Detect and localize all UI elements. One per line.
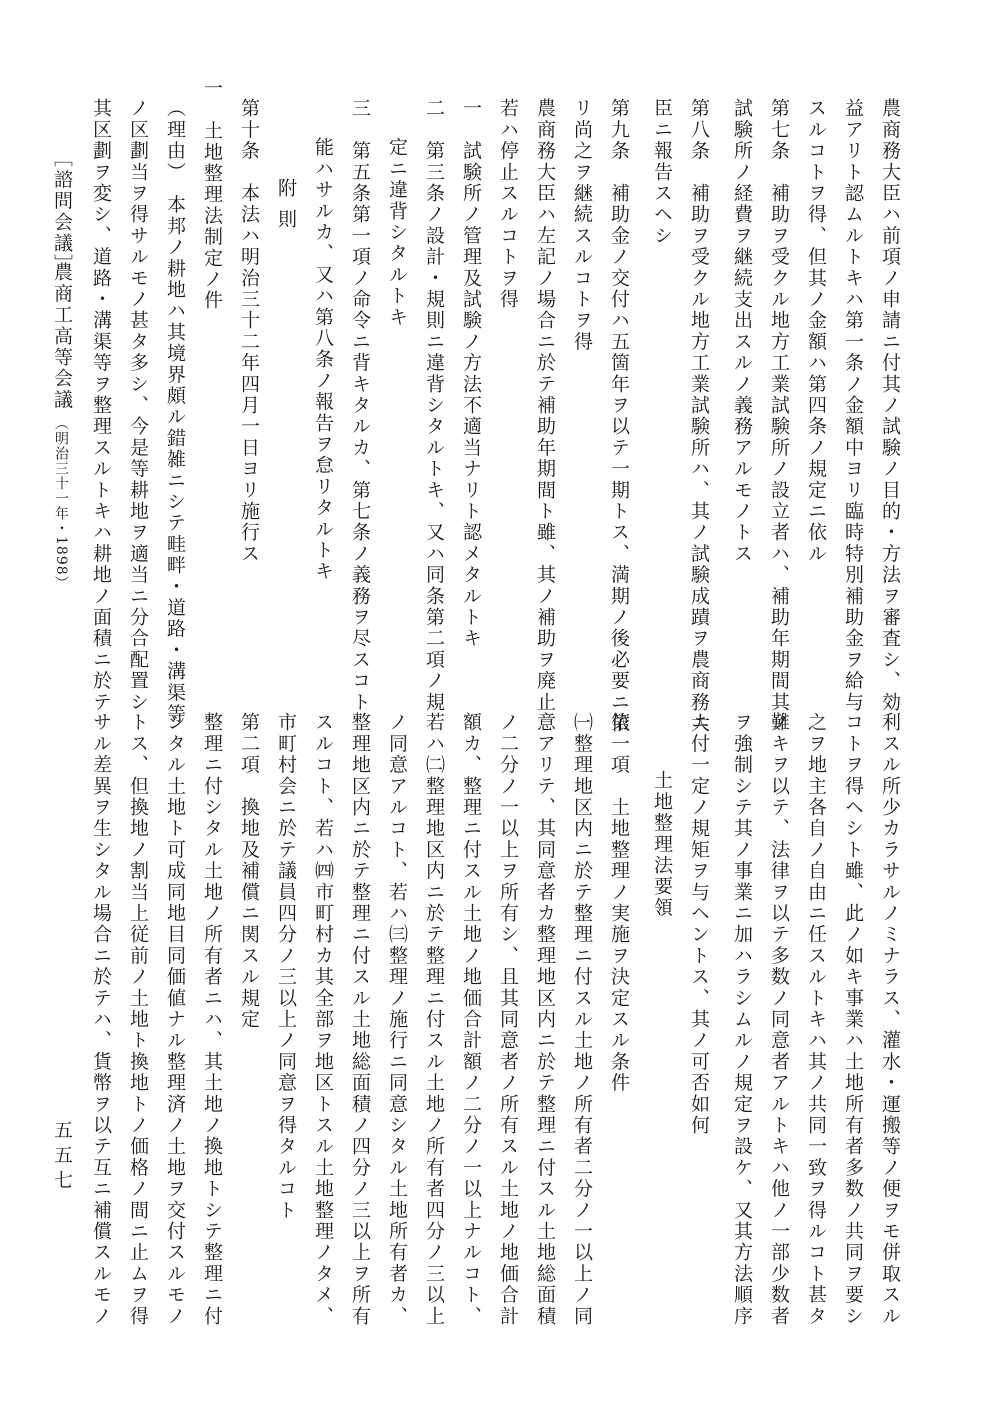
lower-column-10: 意アリテ、其同意者カ整理地区内ニ於テ整理ニ付スル土地総面積 — [534, 712, 556, 1327]
lower-column-17: 市町村会ニ於テ議員四分ノ三以上ノ同意ヲ得タルコト — [275, 712, 297, 1221]
upper-column-3: スルコトヲ得、但其ノ金額ハ第四条ノ規定ニ依ル — [805, 98, 827, 565]
lower-column-22: サル差異ヲ生シタル場合ニ於テハ、貨幣ヲ以テ互ニ補償スルモノ — [90, 712, 112, 1327]
upper-column-15: 三 第五条第一項ノ命令ニ背キタルカ、第七条ノ義務ヲ尽スコト — [349, 98, 371, 713]
lower-column-3: 之ヲ地主各自ノ自由ニ任スルトキハ其ノ共同一致ヲ得ルコト甚タ — [805, 712, 827, 1327]
lower-column-20: シタル土地ト可成同地目同価値ナル整理済ノ土地ヲ交付スルモノ — [164, 712, 186, 1327]
upper-column-14: 定ニ違背シタルトキ — [386, 137, 408, 328]
upper-column-21: ノ区劃当ヲ得サルモノ甚タ多シ、今是等耕地ヲ適当ニ分合配置シ — [127, 98, 149, 713]
lower-column-13: 若ハ㈡整理地区内ニ於テ整理ニ付スル土地ノ所有者四分ノ三以上 — [423, 712, 445, 1327]
lower-column-19: 整理ニ付シタル土地ノ所有者ニハ、其土地ノ換地トシテ整理ニ付 — [201, 712, 223, 1327]
upper-column-4: 第七条 補助ヲ受クル地方工業試験所ノ設立者ハ、補助年期間其ノ — [768, 98, 790, 734]
upper-column-7: 臣ニ報告スヘシ — [651, 98, 673, 247]
upper-column-16: 能ハサルカ、又ハ第八条ノ報告ヲ怠リタルトキ — [312, 137, 334, 583]
lower-column-7: 土地整理法要領 — [651, 770, 673, 919]
section-label: ［諮問会議］ — [51, 148, 73, 276]
upper-column-17: 附則 — [275, 178, 297, 240]
upper-column-9: リ尚之ヲ継続スルコトヲ得 — [571, 98, 593, 353]
lower-column-1: 利スル所少カラサルノミナラス、灌水・運搬等ノ便ヲモ併取スル — [879, 712, 901, 1327]
lower-column-21: トス、但換地ノ割当上従前ノ土地ト換地トノ価格ノ間ニ止ムヲ得 — [127, 712, 149, 1327]
lower-column-15: 整理地区内ニ於テ整理ニ付スル土地総面積ノ四分ノ三以上ヲ所有 — [349, 712, 371, 1327]
upper-column-20: （理由） 本邦ノ耕地ハ其境界頗ル錯雑ニシテ畦畔・道路・溝渠等 — [164, 98, 186, 725]
lower-column-5: ヲ強制シテ其ノ事業ニ加ハラシムルノ規定ヲ設ケ、又其方法順序 — [731, 712, 753, 1327]
lower-column-6: ニ付一定ノ規矩ヲ与ヘントス、其ノ可否如何 — [688, 712, 710, 1136]
upper-column-12: 一 試験所ノ管理及試験ノ方法不適当ナリト認メタルトキ — [460, 98, 482, 650]
upper-column-19: 一 土地整理法制定ノ件 — [201, 78, 223, 312]
lower-column-9: ㈠整理地区内ニ於テ整理ニ付スル土地ノ所有者二分ノ一以上ノ同 — [571, 712, 593, 1327]
upper-column-1: 農商務大臣ハ前項ノ申請ニ付其ノ試験ノ目的・方法ヲ審査シ、効 — [879, 98, 901, 713]
lower-column-12: 額カ、整理ニ付スル土地ノ地価合計額ノ二分ノ一以上ナルコト、 — [460, 712, 482, 1327]
upper-column-8: 第九条 補助金ノ交付ハ五箇年ヲ以テ一期トス、満期ノ後必要ニ依 — [608, 98, 630, 734]
lower-column-18: 第二項 換地及補償ニ関スル規定 — [238, 712, 260, 1030]
upper-column-11: 若ハ停止スルコトヲ得 — [497, 98, 519, 310]
lower-column-14: ノ同意アルコト、若ハ㈢整理ノ施行ニ同意シタル土地所有者カ、 — [386, 712, 408, 1327]
upper-column-6: 第八条 補助ヲ受クル地方工業試験所ハ、其ノ試験成蹟ヲ農商務大 — [688, 98, 710, 734]
lower-column-2: コトヲ得ヘシト雖、此ノ如キ事業ハ土地所有者多数ノ共同ヲ要シ — [842, 712, 864, 1327]
lower-column-8: 第一項 土地整理ノ実施ヲ決定スル条件 — [608, 712, 630, 1094]
upper-column-10: 農商務大臣ハ左記ノ場合ニ於テ補助年期間ト雖、其ノ補助ヲ廃止 — [534, 98, 556, 713]
era-label: （明治三十一年・1898） — [53, 416, 69, 591]
upper-column-18: 第十条 本法ハ明治三十二年四月一日ヨリ施行ス — [238, 98, 260, 565]
lower-column-11: ノ二分ノ一以上ヲ所有シ、且其同意者ノ所有スル土地ノ地価合計 — [497, 712, 519, 1327]
lower-column-4: 難キヲ以テ、法律ヲ以テ多数ノ同意者アルトキハ他ノ一部少数者 — [768, 712, 790, 1327]
upper-column-2: 益アリト認ムルトキハ第一条ノ金額中ヨリ臨時特別補助金ヲ給与 — [842, 98, 864, 713]
page-number: 五五七 — [51, 1120, 73, 1195]
book-title: 農商工高等会議 — [51, 262, 73, 411]
upper-column-13: 二 第三条ノ設計・規則ニ違背シタルトキ、又ハ同条第二項ノ規 — [423, 98, 445, 713]
upper-column-22: 其区劃ヲ変シ、道路・溝渠等ヲ整理スルトキハ耕地ノ面積ニ於テ — [90, 98, 112, 713]
upper-column-5: 試験所ノ経費ヲ継続支出スルノ義務アルモノトス — [731, 98, 753, 565]
lower-column-16: スルコト、若ハ㈣市町村カ其全部ヲ地区トスル土地整理ノタメ、 — [312, 712, 334, 1327]
